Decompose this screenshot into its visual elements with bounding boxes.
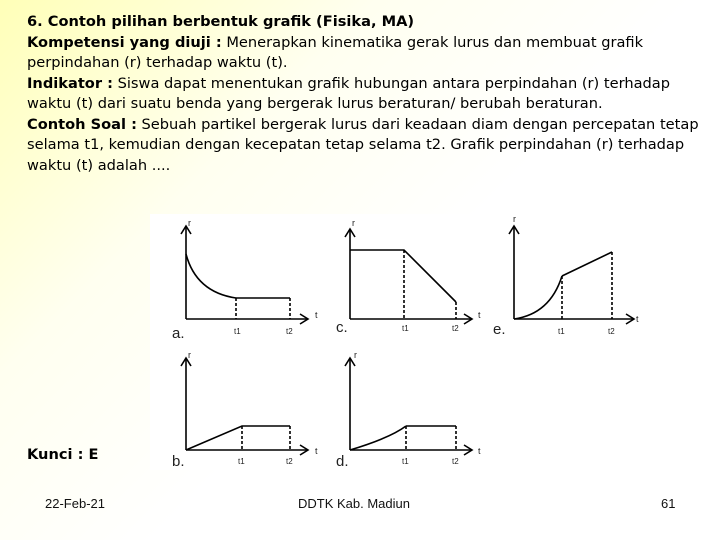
graph-b-t2-label: t2 — [286, 457, 293, 466]
graph-option-c — [345, 229, 472, 324]
graph-a-t1-label: t1 — [234, 327, 241, 336]
graph-a-option-label: a. — [172, 325, 185, 342]
footer-date: 22-Feb-21 — [45, 496, 105, 511]
question-text-block — [27, 12, 707, 176]
graph-b-option-label: b. — [172, 453, 185, 470]
graph-c-r-label: r — [352, 218, 355, 228]
graph-c-line — [350, 250, 456, 302]
graph-a-t2-label: t2 — [286, 327, 293, 336]
graph-c-t-label: t — [478, 310, 481, 320]
question-title: 6. Contoh pilihan berbentuk grafik (Fisika, MA) — [27, 13, 415, 30]
kompetensi-paragraph — [27, 33, 707, 74]
graph-b-line — [186, 426, 290, 450]
graph-option-a — [181, 226, 308, 324]
graph-d-curve — [350, 426, 406, 450]
indikator-paragraph — [27, 74, 707, 115]
graph-option-d — [345, 358, 472, 455]
graph-e-r-label: r — [513, 214, 516, 224]
graph-e-t1-label: t1 — [558, 327, 565, 336]
footer-page-number: 61 — [661, 496, 676, 511]
graph-e-curve — [514, 276, 562, 319]
graph-d-t1-label: t1 — [402, 457, 409, 466]
indikator-text: Siswa dapat menentukan grafik hubungan antara perpindahan (r) terhadap waktu (t) dari suatu benda yang bergerak lurus beraturan/ berubah beraturan. — [27, 74, 670, 112]
soal-text: Sebuah partikel bergerak lurus dari keadaan diam dengan percepatan tetap selama t1, kemudian dengan kecepatan tetap selama t2. Grafik perpindahan (r) terhadap waktu (t) adalah .... — [27, 115, 699, 174]
graph-c-option-label: c. — [336, 319, 348, 336]
graph-d-option-label: d. — [336, 453, 349, 470]
graph-b-r-label: r — [188, 350, 191, 360]
graph-a-t-label: t — [315, 310, 318, 320]
footer-organization: DDTK Kab. Madiun — [298, 496, 410, 511]
graph-a-curve — [186, 254, 236, 298]
graphs-svg — [150, 214, 645, 470]
graph-c-t2-label: t2 — [452, 324, 459, 333]
graph-e-t-label: t — [636, 314, 639, 324]
graph-d-t2-label: t2 — [452, 457, 459, 466]
graph-option-b — [181, 358, 308, 455]
graph-b-t-label: t — [315, 446, 318, 456]
kompetensi-label: Kompetensi yang diuji : — [27, 33, 222, 51]
soal-label: Contoh Soal : — [27, 115, 137, 133]
answer-options-figure — [150, 214, 645, 470]
graph-c-t1-label: t1 — [402, 324, 409, 333]
graph-e-t2-label: t2 — [608, 327, 615, 336]
indikator-label: Indikator : — [27, 74, 113, 92]
graph-option-e — [509, 226, 634, 324]
graph-a-r-label: r — [188, 218, 191, 228]
graph-b-t1-label: t1 — [238, 457, 245, 466]
graph-d-r-label: r — [354, 350, 357, 360]
soal-paragraph — [27, 115, 707, 177]
graph-d-t-label: t — [478, 446, 481, 456]
answer-key: Kunci : E — [27, 446, 99, 463]
graph-e-option-label: e. — [493, 321, 506, 338]
graph-e-straight-line — [562, 252, 612, 276]
kompetensi-text: Menerapkan kinematika gerak lurus dan membuat grafik perpindahan (r) terhadap waktu (t). — [27, 33, 644, 71]
